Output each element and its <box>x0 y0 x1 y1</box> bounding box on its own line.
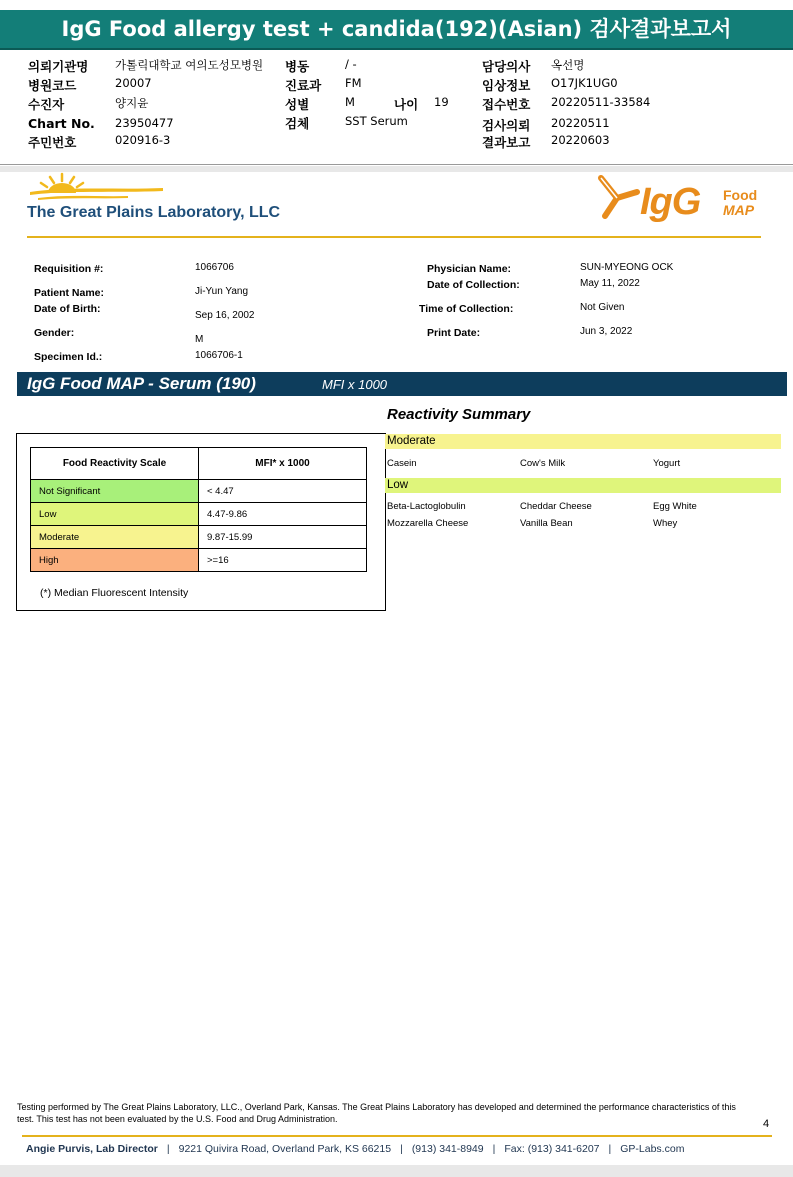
header-label-report-date: 결과보고 <box>482 135 531 150</box>
header-value-specimen: SST Serum <box>345 114 408 128</box>
header-label-clinical-info: 임상정보 <box>482 78 531 93</box>
specimen-value: 1066706-1 <box>195 350 243 361</box>
logo-food-text: Food <box>723 187 758 203</box>
header-label-request-date: 검사의뢰 <box>482 118 531 133</box>
legend-col-mfi: MFI* x 1000 <box>199 448 367 480</box>
lab-phone: (913) 341-8949 <box>411 1143 484 1155</box>
category-low: Low <box>385 478 781 493</box>
header-label-chart-no: Chart No. <box>28 116 95 131</box>
food-item: Egg White <box>653 501 697 512</box>
logo-igg-text: IgG <box>640 181 701 223</box>
header-label-patient: 수진자 <box>28 97 65 112</box>
header-label-age: 나이 <box>394 97 419 112</box>
header-value-patient: 양지윤 <box>115 96 149 110</box>
collection-date-value: May 11, 2022 <box>580 278 640 289</box>
collection-time-value: Not Given <box>580 302 625 313</box>
header-label-receipt-no: 접수번호 <box>482 97 531 112</box>
legend-range-not-significant: < 4.47 <box>199 480 367 503</box>
header-value-department: FM <box>345 76 362 90</box>
food-item: Cheddar Cheese <box>520 501 592 512</box>
patient-name-value: Ji-Yun Yang <box>195 286 249 297</box>
legend-level-not-significant: Not Significant <box>31 480 199 503</box>
lab-header-rule <box>27 236 761 238</box>
reactivity-summary-title: Reactivity Summary <box>387 406 531 423</box>
legend-range-moderate: 9.87-15.99 <box>199 526 367 549</box>
specimen-label: Specimen Id.: <box>34 351 103 363</box>
lab-website[interactable]: GP-Labs.com <box>620 1143 685 1155</box>
legend-level-low: Low <box>31 503 199 526</box>
header-label-department: 진료과 <box>285 78 322 93</box>
lab-name: The Great Plains Laboratory, LLC <box>27 204 281 221</box>
lab-director: Angie Purvis, Lab Director <box>26 1143 158 1155</box>
legend-range-high: >=16 <box>199 549 367 572</box>
bottom-band <box>0 1165 793 1177</box>
header-divider <box>0 164 793 165</box>
header-label-specimen: 검체 <box>285 116 310 131</box>
reactivity-scale-table <box>30 447 367 572</box>
section-subtitle: MFI x 1000 <box>322 377 388 392</box>
legend-row <box>31 503 367 526</box>
antibody-icon <box>595 172 643 224</box>
header-label-ward: 병동 <box>285 59 310 74</box>
header-label-resident-no: 주민번호 <box>28 135 77 150</box>
section-title: IgG Food MAP - Serum (190) <box>27 374 256 393</box>
food-item: Mozzarella Cheese <box>387 518 469 529</box>
food-item: Whey <box>653 518 678 529</box>
gender-value: M <box>195 334 204 345</box>
food-item: Vanilla Bean <box>520 518 573 529</box>
footer-contact: Angie Purvis, Lab Director | 9221 Quivira Road, Overland Park, KS 66215 | (913) 341-8949 | Fax: (913) 341-6207 | GP-Labs.com <box>26 1143 685 1155</box>
header-value-clinical-info: O17JK1UG0 <box>551 76 618 90</box>
print-date-label: Print Date: <box>427 327 481 339</box>
collection-time-label: Time of Collection: <box>419 303 514 315</box>
header-value-institution: 가톨릭대학교 여의도성모병원 <box>115 58 264 72</box>
dob-label: Date of Birth: <box>34 303 101 315</box>
print-date-value: Jun 3, 2022 <box>580 326 633 337</box>
header-value-age: 19 <box>434 95 449 109</box>
logo-map-text: MAP <box>723 202 755 218</box>
header-label-sex: 성별 <box>285 97 310 112</box>
food-item: Beta-Lactoglobulin <box>387 501 466 512</box>
legend-range-low: 4.47-9.86 <box>199 503 367 526</box>
legend-col-scale: Food Reactivity Scale <box>31 448 199 480</box>
sun-logo-icon <box>28 166 168 202</box>
collection-date-label: Date of Collection: <box>427 279 520 291</box>
food-item: Cow's Milk <box>520 458 566 469</box>
header-value-doctor: 옥선명 <box>551 58 585 72</box>
header-value-receipt-no: 20220511-33584 <box>551 95 651 109</box>
header-value-request-date: 20220511 <box>551 116 610 130</box>
lab-address: 9221 Quivira Road, Overland Park, KS 66215 <box>178 1143 392 1155</box>
page-number: 4 <box>763 1118 770 1130</box>
category-moderate: Moderate <box>385 434 781 449</box>
food-item: Yogurt <box>653 458 681 469</box>
legend-row <box>31 549 367 572</box>
header-label-hospital-code: 병원코드 <box>28 78 77 93</box>
requisition-value: 1066706 <box>195 262 234 273</box>
header-value-report-date: 20220603 <box>551 133 610 147</box>
legend-level-moderate: Moderate <box>31 526 199 549</box>
legend-row <box>31 526 367 549</box>
legend-level-high: High <box>31 549 199 572</box>
legend-row <box>31 480 367 503</box>
patient-name-label: Patient Name: <box>34 287 105 299</box>
legend-header-row <box>31 448 367 480</box>
header-value-ward: / - <box>345 57 357 71</box>
food-item: Casein <box>387 458 417 469</box>
header-label-doctor: 담당의사 <box>482 59 531 74</box>
legend-note: (*) Median Fluorescent Intensity <box>40 587 189 599</box>
physician-value: SUN-MYEONG OCK <box>580 262 674 273</box>
physician-label: Physician Name: <box>427 263 512 275</box>
header-label-institution: 의뢰기관명 <box>28 59 89 74</box>
header-value-hospital-code: 20007 <box>115 76 152 90</box>
lab-fax: Fax: (913) 341-6207 <box>504 1143 600 1155</box>
disclaimer: Testing performed by The Great Plains Laboratory, LLC., Overland Park, Kansas. The Great Plains Laboratory has developed and determined the performance characteristics of this test. This test has not been evaluated by the U.S. Food and Drug Administration. <box>17 1102 736 1124</box>
requisition-label: Requisition #: <box>34 263 104 275</box>
header-value-chart-no: 23950477 <box>115 116 174 130</box>
gender-label: Gender: <box>34 327 75 339</box>
report-title: IgG Food allergy test + candida(192)(Asian) 검사결과보고서 <box>0 10 793 50</box>
footer-rule <box>22 1135 772 1137</box>
header-value-resident-no: 020916-3 <box>115 133 171 147</box>
dob-value: Sep 16, 2002 <box>195 310 255 321</box>
header-value-sex: M <box>345 95 355 109</box>
